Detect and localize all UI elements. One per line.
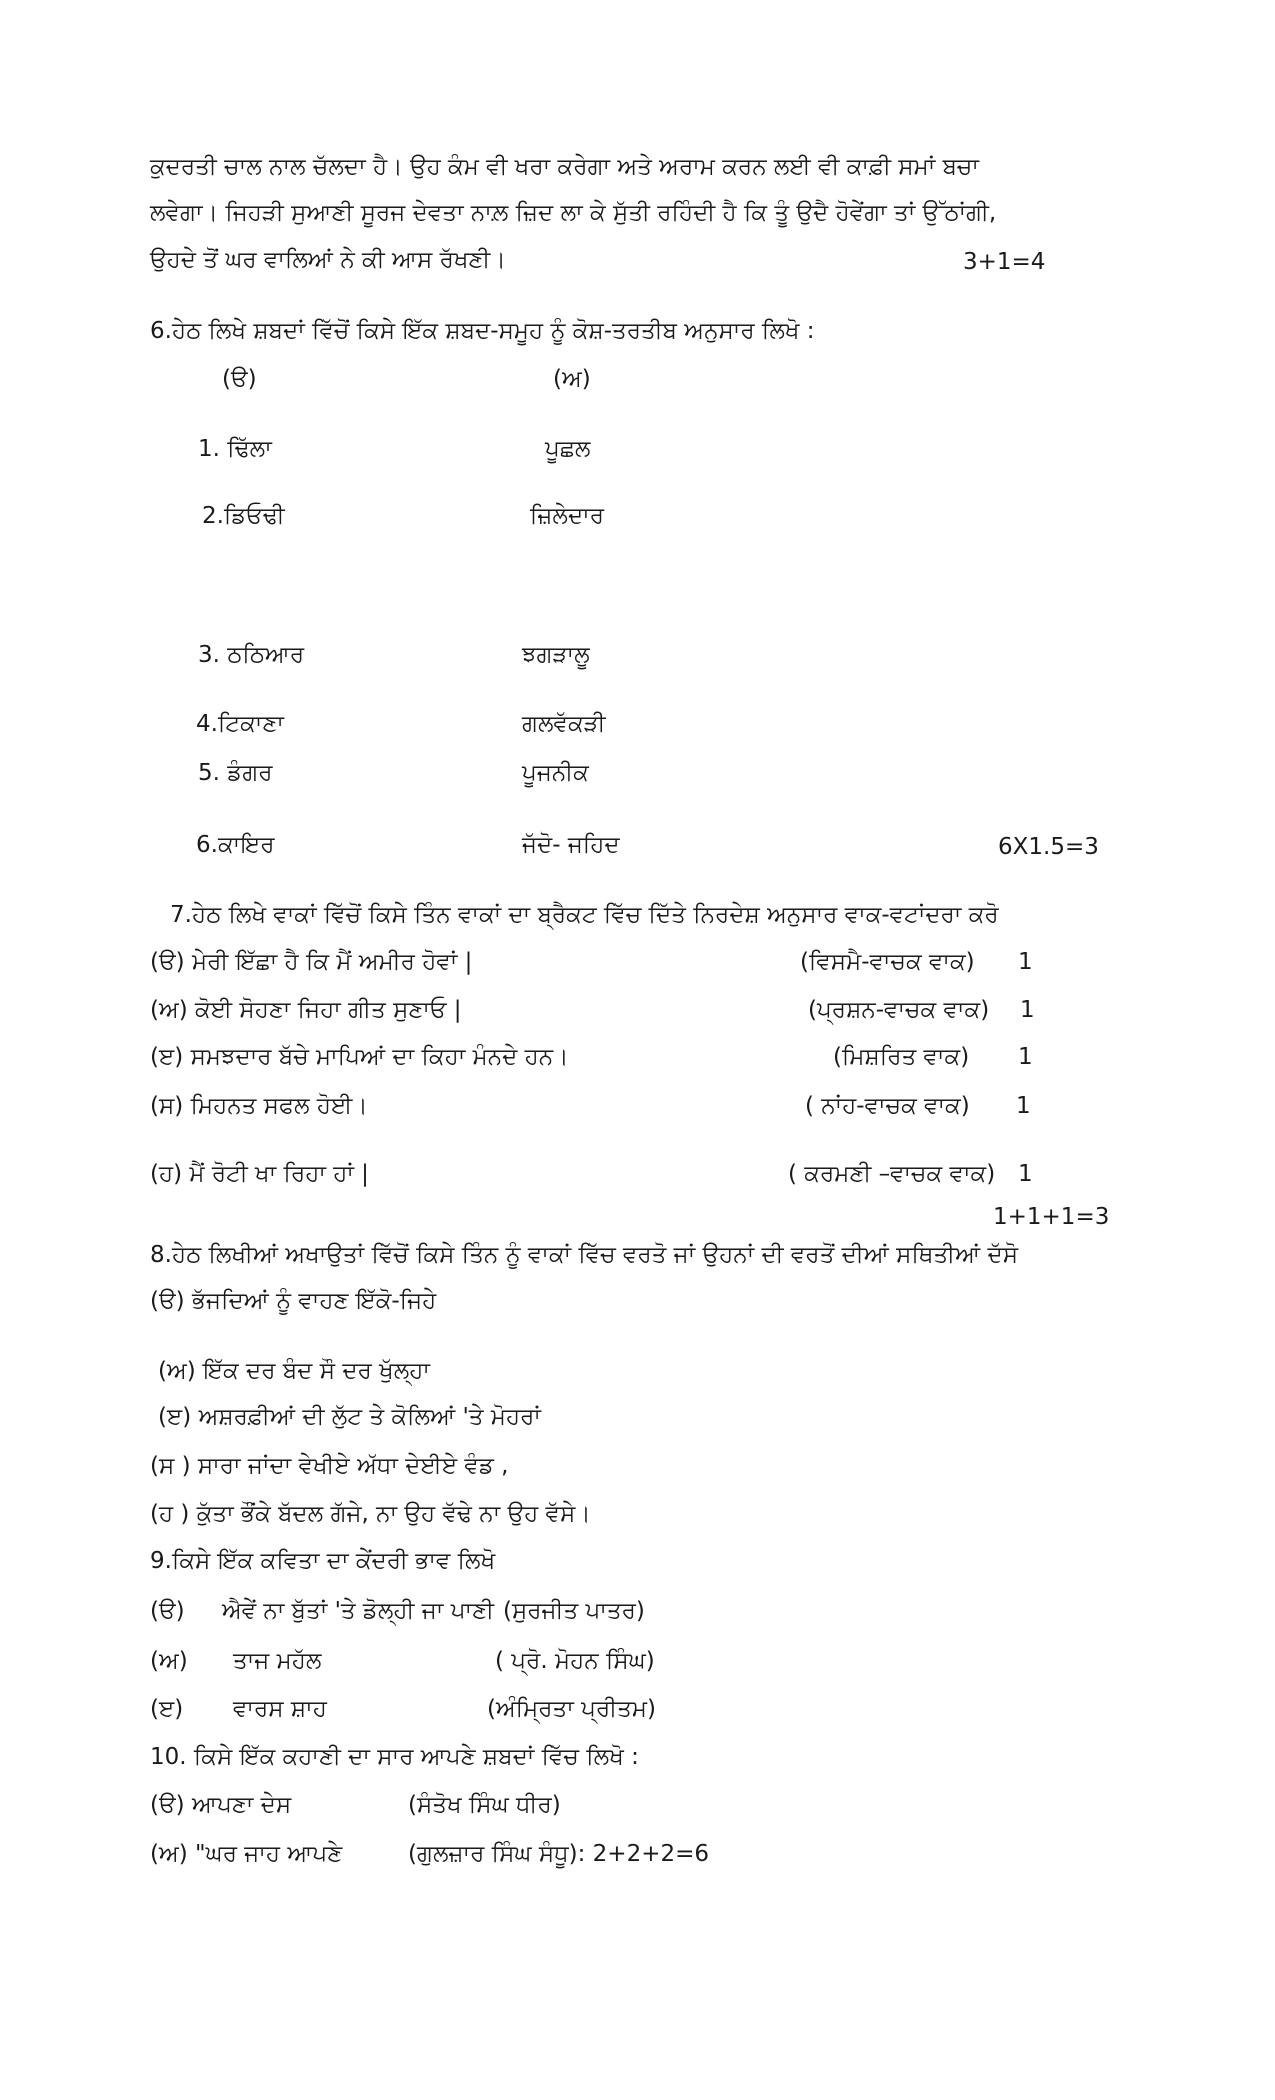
q8-item-1: (ੳ) ਭੱਜਦਿਆਂ ਨੂੰ ਵਾਹਣ ਇੱਕੋ-ਜਿਹੇ — [150, 1288, 437, 1314]
q10-item-2-author: (ਗੁਲਜ਼ਾਰ ਸਿੰਘ ਸੰਧੂ): 2+2+2=6 — [408, 1841, 710, 1867]
q9-item-1-title: ਐਵੇਂ ਨਾ ਬੁੱਤਾਂ 'ਤੇ ਡੋਲ੍ਹੀ ਜਾ ਪਾਣੀ — [222, 1598, 495, 1624]
q6-row-5-a: 5. ਡੰਗਰ — [198, 760, 273, 786]
q10-item-1-title: (ੳ) ਆਪਣਾ ਦੇਸ — [150, 1792, 292, 1818]
q7-item-5-type: ( ਕਰਮਣੀ –ਵਾਚਕ ਵਾਕ) — [788, 1161, 996, 1187]
q9-item-3-author: (ਅੰਮ੍ਰਿਤਾ ਪ੍ਰੀਤਮ) — [487, 1696, 657, 1722]
q8-item-4: (ਸ ) ਸਾਰਾ ਜਾਂਦਾ ਵੇਖੀਏ ਅੱਧਾ ਦੇਈਏ ਵੰਡ , — [150, 1453, 509, 1479]
q6-heading: 6.ਹੇਠ ਲਿਖੇ ਸ਼ਬਦਾਂ ਵਿੱਚੋਂ ਕਿਸੇ ਇੱਕ ਸ਼ਬਦ-ਸਮੂਹ ਨੂੰ ਕੋਸ਼-ਤਰਤੀਬ ਅਨੁਸਾਰ ਲਿਖੋ : — [150, 318, 815, 344]
q6-row-4-a: 4.ਟਿਕਾਣਾ — [196, 711, 284, 737]
q6-marks: 6X1.5=3 — [998, 834, 1099, 860]
q7-item-3-sentence: (ੲ) ਸਮਝਦਾਰ ਬੱਚੇ ਮਾਪਿਆਂ ਦਾ ਕਿਹਾ ਮੰਨਦੇ ਹਨ। — [150, 1044, 569, 1070]
q6-row-2-a: 2.ਡਿਓਢੀ — [202, 503, 285, 529]
q6-row-5-b: ਪੂਜਨੀਕ — [522, 760, 589, 786]
q6-row-1-a: 1. ਢਿੱਲਾ — [198, 436, 272, 462]
intro-line-2: ਲਵੇਗਾ। ਜਿਹੜੀ ਸੁਆਣੀ ਸੂਰਜ ਦੇਵਤਾ ਨਾਲ਼ ਜ਼ਿਦ ਲਾ ਕੇ ਸੁੱਤੀ ਰਹਿੰਦੀ ਹੈ ਕਿ ਤੂੰ ਉਦੈ ਹੋਵੇਂਗਾ ਤਾਂ ਉੱਠਾਂਗੀ, — [150, 200, 997, 226]
q7-item-4-sentence: (ਸ) ਮਿਹਨਤ ਸਫਲ ਹੋਈ। — [150, 1093, 368, 1119]
q6-column-b-label: (ਅ) — [553, 366, 591, 392]
q7-heading: 7.ਹੇਠ ਲਿਖੇ ਵਾਕਾਂ ਵਿੱਚੋਂ ਕਿਸੇ ਤਿੰਨ ਵਾਕਾਂ ਦਾ ਬ੍ਰੈਕਟ ਵਿੱਚ ਦਿੱਤੇ ਨਿਰਦੇਸ਼ ਅਨੁਸਾਰ ਵਾਕ-ਵਟਾਂਦਰਾ ਕਰੋ — [170, 902, 999, 928]
q8-item-5: (ਹ ) ਕੁੱਤਾ ਭੌਂਕੇ ਬੱਦਲ ਗੱਜੇ, ਨਾ ਉਹ ਵੱਢੇ ਨਾ ਉਹ ਵੱਸੇ। — [150, 1501, 591, 1527]
q7-item-3-type: (ਮਿਸ਼ਰਿਤ ਵਾਕ) — [833, 1044, 970, 1070]
q10-item-1-author: (ਸੰਤੋਖ ਸਿੰਘ ਧੀਰ) — [408, 1792, 561, 1818]
q9-item-2-label: (ਅ) — [150, 1648, 188, 1674]
q9-item-3-title: ਵਾਰਸ ਸ਼ਾਹ — [233, 1696, 327, 1722]
q7-item-2-sentence: (ਅ) ਕੋਈ ਸੋਹਣਾ ਜਿਹਾ ਗੀਤ ਸੁਣਾਓ | — [150, 997, 462, 1023]
q8-item-3: (ੲ) ਅਸ਼ਰਫ਼ੀਆਂ ਦੀ ਲੁੱਟ ਤੇ ਕੋਲਿਆਂ 'ਤੇ ਮੋਹਰਾਂ — [158, 1404, 541, 1430]
q6-row-3-b: ਝਗੜਾਲੂ — [522, 642, 590, 668]
q7-item-1-type: (ਵਿਸਮੈ-ਵਾਚਕ ਵਾਕ) — [800, 949, 975, 975]
q9-item-2-title: ਤਾਜ ਮਹੱਲ — [233, 1648, 322, 1674]
q7-item-4-type: ( ਨਾਂਹ-ਵਾਚਕ ਵਾਕ) — [805, 1093, 970, 1119]
q9-item-2-author: ( ਪ੍ਰੋ. ਮੋਹਨ ਸਿੰਘ) — [495, 1648, 655, 1674]
q7-item-1-mark: 1 — [1018, 949, 1033, 975]
q6-row-4-b: ਗਲਵੱਕੜੀ — [522, 711, 606, 737]
intro-line-1: ਕੁਦਰਤੀ ਚਾਲ ਨਾਲ ਚੱਲਦਾ ਹੈ। ਉਹ ਕੰਮ ਵੀ ਖਰਾ ਕਰੇਗਾ ਅਤੇ ਅਰਾਮ ਕਰਨ ਲਈ ਵੀ ਕਾਫ਼ੀ ਸਮਾਂ ਬਚਾ — [150, 154, 980, 180]
q7-item-4-mark: 1 — [1016, 1093, 1031, 1119]
q10-heading: 10. ਕਿਸੇ ਇੱਕ ਕਹਾਣੀ ਦਾ ਸਾਰ ਆਪਣੇ ਸ਼ਬਦਾਂ ਵਿੱਚ ਲਿਖੋ : — [150, 1744, 639, 1770]
q6-row-2-b: ਜ਼ਿਲੇਦਾਰ — [530, 503, 605, 529]
q7-item-1-sentence: (ੳ) ਮੇਰੀ ਇੱਛਾ ਹੈ ਕਿ ਮੈਂ ਅਮੀਰ ਹੋਵਾਂ | — [150, 949, 473, 975]
q8-item-2: (ਅ) ਇੱਕ ਦਰ ਬੰਦ ਸੌ ਦਰ ਖੁੱਲ੍ਹਾ — [158, 1358, 430, 1384]
q6-column-a-label: (ੳ) — [222, 366, 257, 392]
q7-item-2-type: (ਪ੍ਰਸ਼ਨ-ਵਾਚਕ ਵਾਕ) — [808, 997, 990, 1023]
q6-row-6-b: ਜੱਦੋ- ਜਹਿਦ — [522, 832, 620, 858]
q8-heading: 8.ਹੇਠ ਲਿਖੀਆਂ ਅਖਾਉਤਾਂ ਵਿੱਚੋਂ ਕਿਸੇ ਤਿੰਨ ਨੂੰ ਵਾਕਾਂ ਵਿੱਚ ਵਰਤੋ ਜਾਂ ਉਹਨਾਂ ਦੀ ਵਰਤੋਂ ਦੀਆਂ ਸਥਿਤੀਆਂ ਦੱਸੋ — [150, 1242, 1019, 1268]
q6-row-6-a: 6.ਕਾਇਰ — [196, 832, 275, 858]
q7-item-5-mark: 1 — [1018, 1161, 1033, 1187]
q6-row-3-a: 3. ਠਠਿਆਰ — [198, 642, 305, 668]
intro-line-3: ਉਹਦੇ ਤੋਂ ਘਰ ਵਾਲਿਆਂ ਨੇ ਕੀ ਆਸ ਰੱਖਣੀ। — [150, 247, 506, 273]
q7-item-2-mark: 1 — [1020, 997, 1035, 1023]
q9-heading: 9.ਕਿਸੇ ਇੱਕ ਕਵਿਤਾ ਦਾ ਕੇਂਦਰੀ ਭਾਵ ਲਿਖੋ — [150, 1548, 496, 1574]
q7-marks: 1+1+1=3 — [993, 1204, 1110, 1230]
q9-item-3-label: (ੲ) — [150, 1696, 184, 1722]
q6-row-1-b: ਪੂਛਲ — [545, 436, 591, 462]
q9-item-1-author: (ਸੁਰਜੀਤ ਪਾਤਰ) — [503, 1598, 645, 1624]
q10-item-2-title: (ਅ) "ਘਰ ਜਾਹ ਆਪਣੇ — [150, 1841, 343, 1867]
q7-item-5-sentence: (ਹ) ਮੈਂ ਰੋਟੀ ਖਾ ਰਿਹਾ ਹਾਂ | — [150, 1161, 369, 1187]
q9-item-1-label: (ੳ) — [150, 1598, 185, 1624]
intro-marks: 3+1=4 — [963, 249, 1046, 275]
q7-item-3-mark: 1 — [1018, 1044, 1033, 1070]
